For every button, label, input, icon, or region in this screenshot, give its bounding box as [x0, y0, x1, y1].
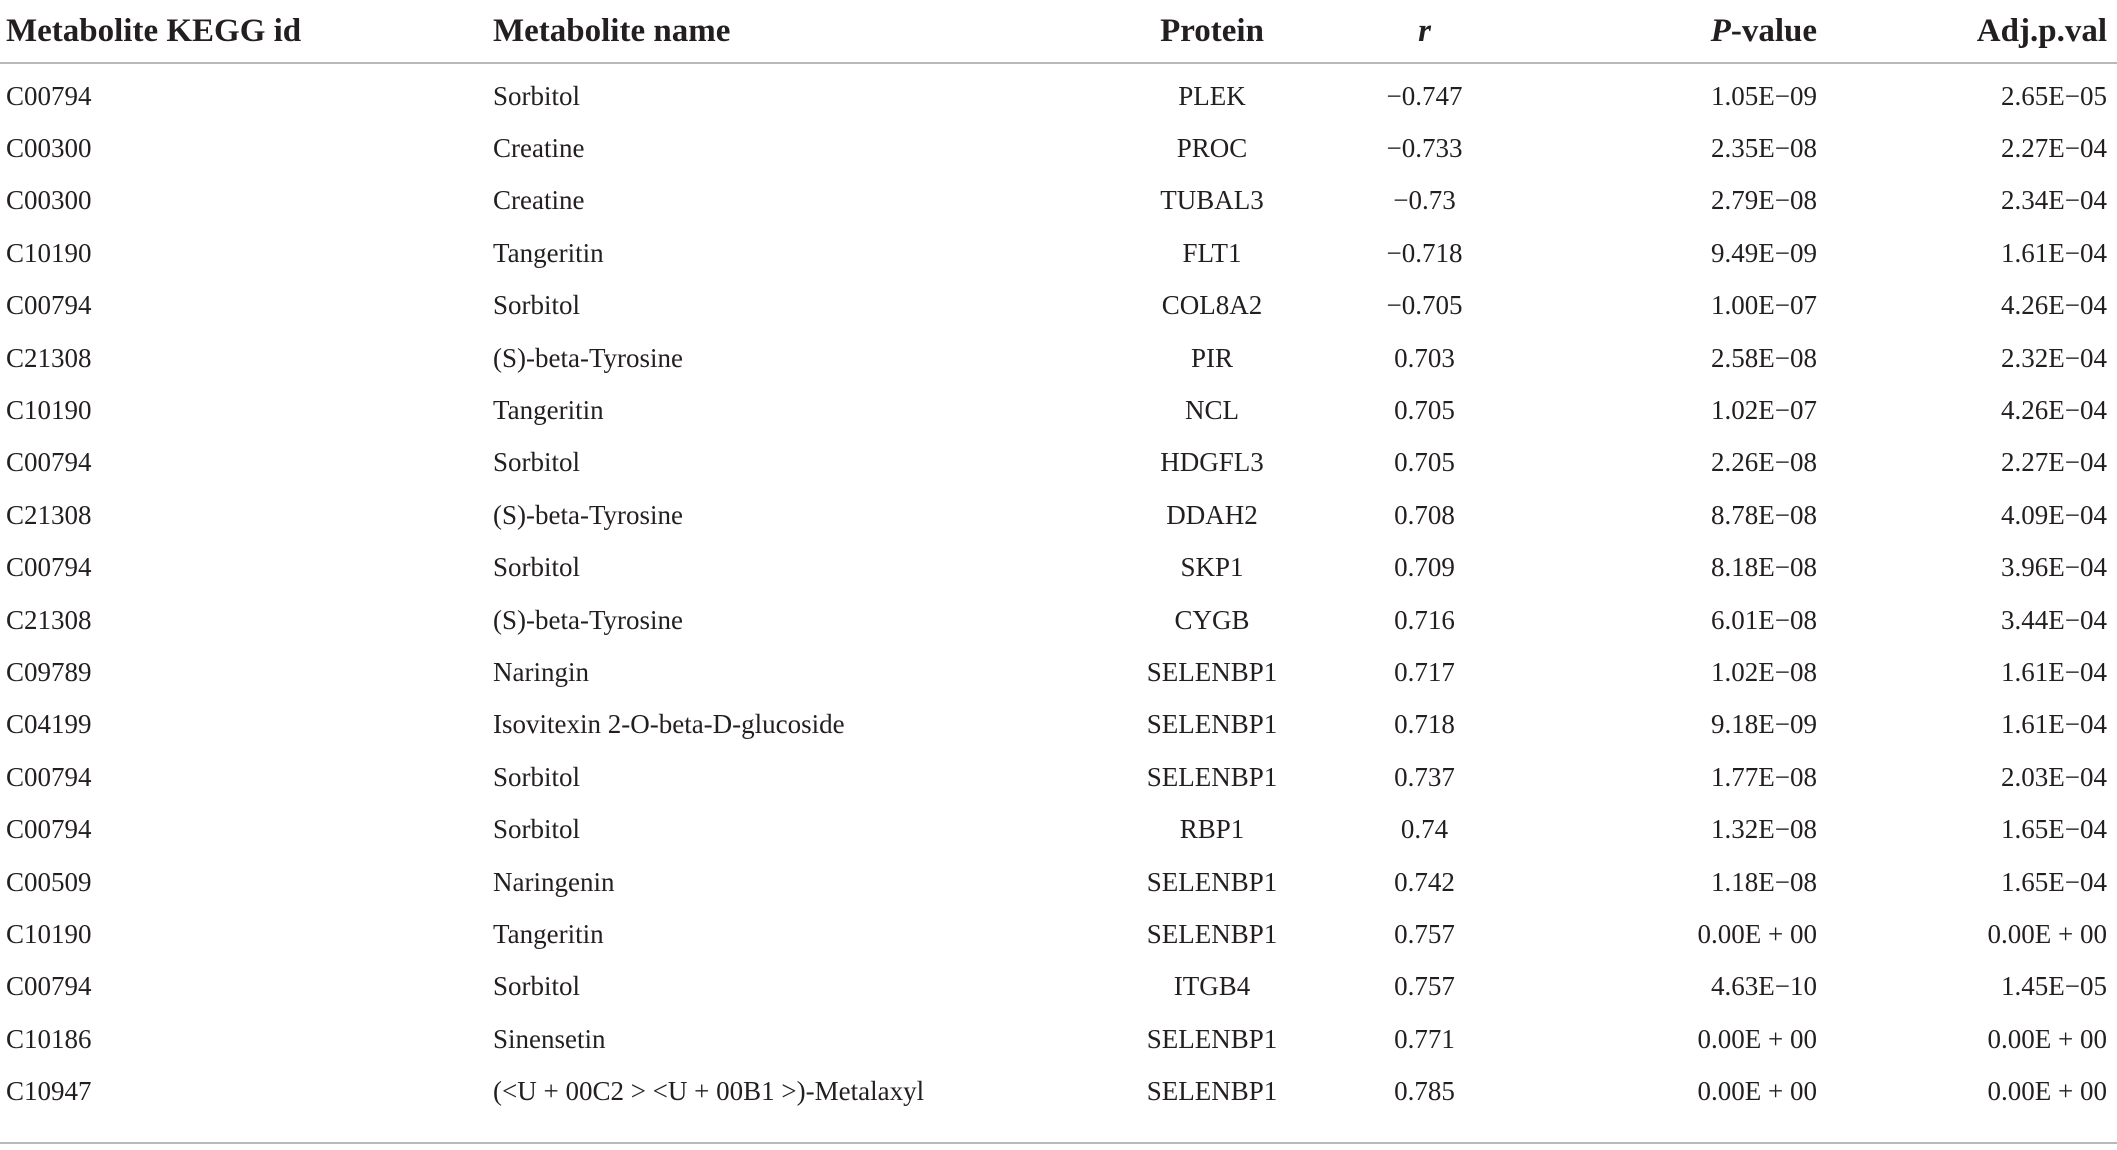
cell-protein: SKP1: [1180, 552, 1244, 583]
cell-metabolite-name: Creatine: [493, 133, 585, 164]
cell-r: 0.709: [1394, 552, 1455, 583]
bottom-rule: [0, 1142, 2117, 1144]
cell-kegg-id: C00794: [6, 761, 92, 792]
cell-p-value: 2.79E−08: [1711, 185, 1817, 216]
cell-kegg-id: C00300: [6, 133, 92, 164]
cell-metabolite-name: Tangeritin: [493, 395, 604, 426]
cell-r: −0.733: [1386, 133, 1463, 164]
cell-adj-p-val: 2.27E−04: [2001, 133, 2107, 164]
header-kegg-id: Metabolite KEGG id: [0, 0, 487, 63]
cell-r: 0.757: [1394, 971, 1455, 1002]
cell-r: 0.717: [1394, 656, 1455, 687]
cell-kegg-id: C00509: [6, 866, 92, 897]
cell-kegg-id: C09789: [6, 656, 92, 687]
cell-protein: TUBAL3: [1160, 185, 1264, 216]
cell-protein: SELENBP1: [1146, 918, 1278, 949]
cell-adj-p-val: 0.00E + 00: [1987, 918, 2107, 949]
cell-p-value: 1.05E−09: [1711, 80, 1817, 111]
table-row: [0, 1065, 2117, 1117]
cell-adj-p-val: 4.09E−04: [2001, 499, 2107, 530]
cell-protein: ITGB4: [1173, 971, 1251, 1002]
cell-protein: PLEK: [1178, 80, 1246, 111]
table-row: [0, 751, 2117, 803]
cell-p-value: 1.18E−08: [1711, 866, 1817, 897]
cell-adj-p-val: 2.03E−04: [2001, 761, 2107, 792]
cell-metabolite-name: Naringenin: [493, 866, 615, 897]
cell-metabolite-name: (S)-beta-Tyrosine: [493, 604, 684, 635]
header-adj-p-val: Adj.p.val: [1827, 0, 2117, 63]
header-metabolite-name: Metabolite name: [487, 0, 1112, 63]
cell-r: 0.785: [1394, 1076, 1455, 1107]
cell-p-value: 1.32E−08: [1711, 814, 1817, 845]
cell-p-value: 8.18E−08: [1711, 552, 1817, 583]
cell-kegg-id: C21308: [6, 499, 92, 530]
cell-adj-p-val: 3.44E−04: [2001, 604, 2107, 635]
cell-metabolite-name: Tangeritin: [493, 918, 604, 949]
cell-metabolite-name: Sorbitol: [493, 971, 581, 1002]
cell-kegg-id: C00794: [6, 552, 92, 583]
cell-p-value: 2.35E−08: [1711, 133, 1817, 164]
cell-r: 0.703: [1394, 342, 1455, 373]
table-row: [0, 489, 2117, 541]
cell-kegg-id: C21308: [6, 342, 92, 373]
cell-metabolite-name: Sinensetin: [493, 1023, 606, 1054]
cell-adj-p-val: 1.61E−04: [2001, 656, 2107, 687]
cell-adj-p-val: 2.32E−04: [2001, 342, 2107, 373]
cell-kegg-id: C10947: [6, 1076, 92, 1107]
table-row: [0, 332, 2117, 384]
cell-p-value: 1.77E−08: [1711, 761, 1817, 792]
cell-p-value: 0.00E + 00: [1697, 918, 1817, 949]
cell-r: −0.705: [1386, 290, 1463, 321]
cell-adj-p-val: 2.27E−04: [2001, 447, 2107, 478]
cell-adj-p-val: 0.00E + 00: [1987, 1076, 2107, 1107]
cell-kegg-id: C10190: [6, 237, 92, 268]
cell-p-value: 1.00E−07: [1711, 290, 1817, 321]
table-row: [0, 175, 2117, 227]
cell-p-value: 2.58E−08: [1711, 342, 1817, 373]
cell-p-value: 6.01E−08: [1711, 604, 1817, 635]
cell-r: 0.718: [1394, 709, 1455, 740]
cell-protein: FLT1: [1182, 237, 1242, 268]
cell-r: 0.757: [1394, 918, 1455, 949]
cell-protein: CYGB: [1174, 604, 1250, 635]
table-row: [0, 908, 2117, 960]
table-body: [0, 63, 2117, 1118]
cell-adj-p-val: 4.26E−04: [2001, 290, 2107, 321]
cell-p-value: 8.78E−08: [1711, 499, 1817, 530]
cell-metabolite-name: (S)-beta-Tyrosine: [493, 342, 684, 373]
cell-metabolite-name: Sorbitol: [493, 552, 581, 583]
cell-adj-p-val: 1.45E−05: [2001, 971, 2107, 1002]
cell-r: 0.716: [1394, 604, 1455, 635]
table-row: [0, 646, 2117, 698]
cell-r: −0.718: [1386, 237, 1463, 268]
cell-metabolite-name: Sorbitol: [493, 761, 581, 792]
cell-protein: NCL: [1185, 395, 1239, 426]
table-row: [0, 961, 2117, 1013]
cell-protein: COL8A2: [1161, 290, 1263, 321]
cell-adj-p-val: 4.26E−04: [2001, 395, 2107, 426]
header-row: [0, 0, 2117, 63]
cell-metabolite-name: Isovitexin 2-O-beta-D-glucoside: [493, 709, 845, 740]
cell-protein: SELENBP1: [1146, 1076, 1278, 1107]
cell-protein: SELENBP1: [1146, 709, 1278, 740]
cell-kegg-id: C10190: [6, 395, 92, 426]
cell-p-value: 4.63E−10: [1711, 971, 1817, 1002]
cell-adj-p-val: 0.00E + 00: [1987, 1023, 2107, 1054]
table-row: [0, 227, 2117, 279]
cell-protein: SELENBP1: [1146, 656, 1278, 687]
cell-adj-p-val: 2.34E−04: [2001, 185, 2107, 216]
cell-metabolite-name: Naringin: [493, 656, 589, 687]
cell-adj-p-val: 1.61E−04: [2001, 237, 2107, 268]
cell-adj-p-val: 2.65E−05: [2001, 80, 2107, 111]
cell-metabolite-name: (<U + 00C2 > <U + 00B1 >)-Metalaxyl: [493, 1076, 925, 1107]
cell-kegg-id: C00300: [6, 185, 92, 216]
cell-p-value: 2.26E−08: [1711, 447, 1817, 478]
cell-r: −0.747: [1386, 80, 1463, 111]
table-row: [0, 1013, 2117, 1065]
cell-p-value: 1.02E−07: [1711, 395, 1817, 426]
table-row: [0, 384, 2117, 436]
cell-p-value: 0.00E + 00: [1697, 1023, 1817, 1054]
table-row: [0, 122, 2117, 174]
table-header: [0, 0, 2117, 63]
cell-r: 0.742: [1394, 866, 1455, 897]
cell-p-value: 0.00E + 00: [1697, 1076, 1817, 1107]
cell-metabolite-name: Sorbitol: [493, 447, 581, 478]
cell-metabolite-name: Sorbitol: [493, 80, 581, 111]
cell-kegg-id: C00794: [6, 447, 92, 478]
cell-metabolite-name: Creatine: [493, 185, 585, 216]
cell-kegg-id: C21308: [6, 604, 92, 635]
table-row: [0, 803, 2117, 855]
header-p-suffix: -value: [1730, 12, 1817, 49]
cell-metabolite-name: (S)-beta-Tyrosine: [493, 499, 684, 530]
cell-adj-p-val: 3.96E−04: [2001, 552, 2107, 583]
cell-kegg-id: C00794: [6, 80, 92, 111]
cell-protein: SELENBP1: [1146, 761, 1278, 792]
table-row: [0, 280, 2117, 332]
cell-protein: HDGFL3: [1160, 447, 1264, 478]
cell-protein: SELENBP1: [1146, 866, 1278, 897]
cell-r: 0.771: [1394, 1023, 1455, 1054]
cell-adj-p-val: 1.61E−04: [2001, 709, 2107, 740]
table-row: [0, 594, 2117, 646]
cell-kegg-id: C04199: [6, 709, 92, 740]
cell-p-value: 9.18E−09: [1711, 709, 1817, 740]
cell-kegg-id: C10190: [6, 918, 92, 949]
cell-r: 0.737: [1394, 761, 1455, 792]
cell-r: 0.705: [1394, 395, 1455, 426]
cell-metabolite-name: Sorbitol: [493, 290, 581, 321]
cell-metabolite-name: Sorbitol: [493, 814, 581, 845]
cell-protein: PIR: [1190, 342, 1234, 373]
header-protein: Protein: [1112, 0, 1312, 63]
table-row: [0, 542, 2117, 594]
cell-kegg-id: C00794: [6, 290, 92, 321]
cell-adj-p-val: 1.65E−04: [2001, 814, 2107, 845]
cell-protein: RBP1: [1179, 814, 1245, 845]
header-r: r: [1312, 0, 1537, 63]
table-row: [0, 699, 2117, 751]
cell-kegg-id: C10186: [6, 1023, 92, 1054]
cell-kegg-id: C00794: [6, 814, 92, 845]
cell-metabolite-name: Tangeritin: [493, 237, 604, 268]
cell-p-value: 9.49E−09: [1711, 237, 1817, 268]
table-row: [0, 63, 2117, 122]
cell-protein: DDAH2: [1166, 499, 1258, 530]
cell-kegg-id: C00794: [6, 971, 92, 1002]
cell-r: 0.705: [1394, 447, 1455, 478]
cell-r: 0.74: [1400, 814, 1449, 845]
cell-r: −0.73: [1393, 185, 1456, 216]
header-p-value: [1537, 0, 1827, 63]
cell-protein: SELENBP1: [1146, 1023, 1278, 1054]
cell-p-value: 1.02E−08: [1711, 656, 1817, 687]
table-row: [0, 856, 2117, 908]
header-p-letter: P: [1710, 12, 1731, 49]
cell-protein: PROC: [1176, 133, 1248, 164]
cell-r: 0.708: [1394, 499, 1455, 530]
cell-adj-p-val: 1.65E−04: [2001, 866, 2107, 897]
table-row: [0, 437, 2117, 489]
